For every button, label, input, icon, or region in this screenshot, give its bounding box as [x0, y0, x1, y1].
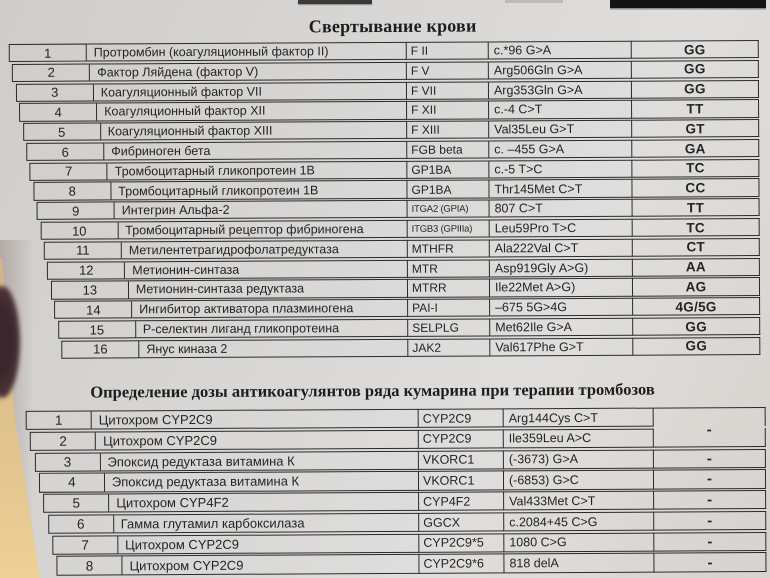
variant-notation-text: Thr145Met C>T	[494, 181, 583, 196]
table-row	[52, 532, 766, 555]
genotype-result	[633, 337, 760, 356]
factor-name-text: Цитохром CYP2C9	[98, 411, 213, 428]
gene-symbol-text: VKORC1	[422, 452, 475, 467]
genotype-result-text: AG	[685, 279, 707, 295]
variant-notation-text: c.-5 T>C	[494, 161, 543, 177]
row-number-text: 6	[61, 144, 69, 160]
variant-notation-text: c. –455 G>A	[494, 142, 565, 157]
gene-symbol	[407, 101, 489, 120]
variant-notation	[490, 298, 633, 317]
variant-notation	[489, 179, 632, 198]
table-row	[37, 198, 760, 220]
factor-name-text: Тромбоцитарный гликопротеин 1B	[118, 182, 319, 198]
genotype-result	[633, 238, 760, 257]
row-number	[39, 473, 105, 493]
factor-name	[109, 492, 419, 513]
factor-name-text: Гамма глутамил карбоксилаза	[120, 515, 305, 532]
row-number	[26, 411, 92, 431]
factor-name-text: Р-селектин лиганд гликопротеина	[142, 321, 340, 337]
row-number	[26, 142, 104, 161]
row-number-text: 7	[81, 537, 89, 553]
genotype-result-text: GG	[683, 41, 706, 58]
result-value	[654, 407, 766, 439]
gene-symbol	[407, 121, 489, 140]
row-number-text: 4	[68, 475, 76, 491]
factor-name-text: Метионин-синтаза	[132, 262, 240, 278]
row-number	[16, 83, 94, 102]
variant-notation	[504, 553, 654, 573]
gene-symbol	[419, 408, 504, 428]
variant-notation	[489, 100, 632, 119]
variant-notation	[489, 120, 632, 139]
factor-name-text: Фактор Ляйдена (фактор V)	[97, 64, 259, 80]
gene-symbol	[419, 450, 504, 470]
variant-notation-text: c.2084+45 C>G	[509, 514, 598, 529]
table-row	[58, 317, 760, 339]
gene-symbol-text: MTHFR	[411, 241, 454, 256]
factor-name	[122, 554, 419, 575]
factor-name-text: Метионин-синтаза редуктаза	[135, 281, 305, 297]
factor-name-text: Протромбин (коагуляционный фактор II)	[93, 44, 329, 60]
genotype-result-text: GG	[683, 61, 706, 77]
variant-notation-text: Ile22Met A>G)	[494, 280, 576, 295]
gene-symbol-text: JAK2	[412, 340, 442, 355]
variant-notation	[504, 532, 654, 552]
variant-notation-text: Met62Ile G>A	[495, 320, 573, 335]
variant-notation-text: Arg144Cys C>T	[508, 410, 598, 425]
genotype-result	[632, 159, 759, 178]
gene-symbol	[419, 429, 504, 449]
variant-notation	[504, 408, 654, 428]
variant-notation-text: Arg353Gln G>A	[493, 82, 583, 98]
gene-symbol-text: SELPLG	[412, 320, 459, 335]
genotype-result-text: CC	[685, 180, 706, 196]
factor-name-text: Янус киназа 2	[146, 341, 228, 357]
row-number	[54, 300, 132, 319]
genotype-result-text: CT	[686, 239, 706, 255]
gene-symbol	[419, 554, 504, 574]
row-number	[30, 431, 96, 451]
table-row	[19, 99, 759, 121]
factor-name-text: Цитохром CYP2C9	[129, 557, 244, 573]
row-number	[51, 281, 129, 300]
result-value	[654, 511, 766, 531]
gene-symbol	[419, 471, 504, 491]
row-number	[19, 103, 97, 122]
row-number-text: 15	[89, 322, 105, 338]
factor-name	[92, 409, 419, 430]
genotype-result-text: GA	[684, 140, 706, 156]
table-row	[56, 552, 766, 575]
gene-symbol-text: FGB beta	[411, 142, 463, 157]
factor-name	[96, 430, 419, 451]
table-row	[54, 297, 760, 319]
factor-name	[90, 62, 407, 82]
variant-notation	[504, 491, 654, 511]
gene-symbol-text: CYP2C9	[422, 411, 472, 426]
row-number-text: 14	[86, 302, 101, 318]
table-row	[44, 238, 760, 260]
variant-notation-text: Asp919Gly A>G)	[494, 260, 589, 276]
factor-name-text: Цитохром CYP4F2	[116, 495, 229, 511]
genotype-result	[632, 139, 759, 158]
variant-notation	[490, 258, 633, 277]
genotype-result	[632, 60, 759, 79]
variant-notation-text: Arg506Gln G>A	[493, 62, 583, 78]
gene-symbol	[408, 200, 490, 219]
genotype-result	[633, 317, 760, 336]
gene-symbol	[407, 140, 489, 159]
result-value	[654, 490, 766, 510]
factor-name	[136, 319, 408, 339]
row-number	[48, 514, 114, 534]
table-row	[61, 337, 760, 359]
variant-notation-text: c.*96 G>A	[493, 43, 552, 58]
section2-title: Определение дозы антикоагулянтов ряда кумарина при терапии тромбозов	[90, 379, 655, 402]
genotype-result-text: GG	[685, 318, 708, 334]
variant-notation-text: 1080 C>G	[509, 535, 567, 550]
table-row	[43, 490, 766, 513]
row-number	[33, 182, 111, 201]
factor-name	[100, 450, 418, 471]
gene-symbol-text: CYP2C9*5	[423, 535, 484, 551]
table-row	[12, 60, 759, 82]
variant-notation	[489, 80, 632, 99]
genotype-result-text: TC	[686, 160, 705, 176]
factor-name	[104, 141, 407, 161]
factor-name	[118, 534, 419, 555]
table-row	[40, 218, 759, 240]
row-number	[58, 320, 136, 339]
row-number	[40, 221, 118, 240]
factor-name	[105, 471, 419, 492]
gene-symbol-text: F XIII	[411, 122, 440, 138]
factor-name	[125, 259, 408, 279]
variant-notation	[489, 60, 632, 79]
gene-symbol-text: GP1BA	[411, 162, 452, 177]
table-row	[34, 449, 765, 472]
factor-name-text: Фибриноген бета	[111, 143, 211, 159]
variant-notation	[490, 219, 633, 238]
variant-notation	[490, 199, 633, 218]
gene-symbol	[407, 160, 489, 179]
genotype-result	[633, 198, 760, 217]
factor-name-text: Коагуляционный фактор VII	[100, 84, 263, 100]
row-number	[23, 123, 101, 142]
variant-notation	[489, 41, 632, 60]
variant-notation-text: Val433Met C>T	[509, 493, 596, 509]
factor-name	[94, 81, 407, 101]
factor-name	[122, 240, 408, 260]
factor-name	[111, 180, 407, 200]
factor-name-text: Метилентетрагидрофолатредуктаза	[128, 242, 339, 258]
row-number-text: 3	[51, 84, 59, 100]
variant-notation-text: Ala222Val C>T	[494, 240, 579, 256]
table-row	[9, 40, 759, 62]
factor-name	[139, 339, 408, 359]
section1-title: Свертывание крови	[308, 15, 477, 37]
factor-name-text: Коагуляционный фактор XIII	[107, 123, 273, 139]
row-number-text: 9	[72, 203, 80, 219]
row-number-text: 7	[65, 163, 73, 179]
genotype-result-text: GG	[684, 81, 706, 97]
row-number	[37, 202, 115, 221]
row-number	[61, 340, 139, 359]
table-row	[51, 277, 760, 299]
gene-symbol	[407, 81, 489, 100]
gene-symbol-text: F II	[410, 43, 429, 58]
gene-symbol-text: F XII	[411, 103, 437, 118]
genotype-result-text: TT	[686, 200, 705, 216]
factor-name-text: Цитохром CYP2C9	[103, 432, 217, 449]
variant-notation	[504, 428, 654, 448]
genotype-result-text: GG	[685, 338, 708, 354]
factor-name	[114, 513, 420, 534]
factor-name-text: Коагуляционный фактор XII	[104, 104, 266, 119]
gene-symbol-text: F VII	[410, 83, 437, 98]
variant-notation-text: (-6853) G>C	[508, 472, 579, 488]
genotype-result-text: AA	[685, 259, 706, 275]
coagulation-table	[9, 40, 761, 360]
result-value-text: -	[707, 533, 713, 551]
genotype-result	[633, 297, 760, 316]
variant-notation-text: –675 5G>4G	[495, 300, 568, 315]
variant-notation-text: Val617Phe G>T	[495, 339, 584, 355]
factor-name	[87, 42, 407, 62]
table-row	[30, 159, 760, 181]
factor-name-text: Тромбоцитарный рецептор фибриногена	[125, 222, 364, 238]
result-value	[654, 552, 766, 572]
gene-symbol	[419, 512, 504, 532]
factor-name	[101, 121, 407, 141]
genotype-result	[632, 179, 759, 198]
factor-name-text: Ингибитор активатора плазминогена	[139, 301, 354, 317]
variant-notation-text: (-3673) G>A	[508, 452, 579, 467]
gene-symbol	[407, 41, 489, 60]
variant-notation	[489, 159, 632, 178]
table-row	[47, 258, 760, 280]
row-number	[56, 556, 122, 576]
variant-notation	[490, 337, 633, 356]
row-number-text: 4	[54, 104, 62, 120]
table-row	[26, 139, 759, 161]
variant-notation	[504, 449, 654, 469]
gene-symbol-text: MTR	[411, 261, 438, 276]
row-number-text: 10	[72, 223, 87, 239]
result-value	[654, 469, 766, 489]
gene-symbol	[408, 279, 490, 298]
gene-symbol	[408, 338, 490, 357]
gene-symbol-text: ITGA2 (GPIA)	[411, 203, 469, 215]
row-number-text: 2	[47, 65, 55, 81]
result-value-text: -	[706, 421, 712, 439]
factor-name	[115, 200, 408, 220]
row-number	[44, 241, 122, 260]
genotype-result	[633, 258, 760, 277]
row-number-text: 2	[59, 433, 67, 449]
gene-symbol-text: F V	[410, 63, 430, 78]
row-number-text: 11	[76, 242, 90, 259]
result-value-text: -	[707, 512, 713, 530]
row-number-text: 13	[82, 282, 98, 298]
row-number-text: 6	[76, 516, 85, 532]
gene-symbol	[407, 180, 489, 199]
row-number	[43, 494, 109, 514]
result-value-text: -	[706, 449, 712, 467]
row-number	[47, 261, 125, 280]
result-value	[654, 449, 766, 469]
table-row	[39, 469, 766, 492]
result-value-text: -	[706, 470, 713, 488]
gene-symbol	[408, 219, 490, 238]
gene-symbol-text: ITGB3 (GPIIIa)	[411, 223, 473, 235]
table-row	[48, 511, 767, 534]
gene-symbol-text: VKORC1	[422, 473, 475, 488]
gene-symbol-text: GGCX	[423, 515, 461, 530]
factor-name	[118, 220, 407, 240]
row-number	[9, 44, 87, 63]
variant-notation-text: Leu59Pro T>C	[494, 221, 577, 236]
factor-name-text: Цитохром CYP2C9	[125, 536, 240, 553]
row-number	[12, 63, 90, 82]
genotype-result-text: TC	[686, 219, 706, 236]
gene-symbol-text: CYP2C9*6	[423, 556, 484, 571]
row-number	[30, 162, 108, 181]
gene-symbol-text: PAI-I	[412, 300, 438, 316]
variant-notation	[490, 239, 633, 258]
row-number-text: 5	[58, 124, 66, 140]
factor-name-text: Интегрин Альфа-2	[121, 203, 230, 218]
gene-symbol-text: MTRR	[411, 281, 447, 296]
gene-symbol	[419, 492, 504, 512]
variant-notation-text: Ile359Leu A>C	[508, 431, 592, 446]
row-number-text: 8	[85, 558, 94, 574]
row-number-text: 1	[54, 412, 63, 428]
row-number-text: 3	[63, 454, 72, 470]
table-row	[23, 119, 759, 141]
factor-name	[132, 299, 408, 319]
genotype-result	[632, 40, 759, 59]
gene-symbol-text: CYP2C9	[422, 431, 472, 447]
factor-name	[97, 101, 407, 121]
row-number-text: 8	[68, 183, 76, 199]
variant-notation-text: Val35Leu G>T	[494, 122, 575, 137]
table-row	[16, 80, 759, 102]
genotype-result	[633, 277, 760, 296]
gene-symbol-text: CYP4F2	[423, 494, 471, 509]
row-number-text: 12	[79, 262, 94, 278]
row-number-text: 1	[44, 45, 52, 61]
gene-symbol	[408, 259, 490, 278]
factor-name-text: Тромбоцитарный гликопротеин 1B	[114, 163, 315, 179]
gene-symbol	[419, 533, 504, 553]
genotype-result-text: TT	[686, 101, 704, 117]
factor-name	[108, 161, 408, 181]
genotype-result-text: GT	[685, 121, 705, 137]
genotype-result	[632, 80, 759, 99]
factor-name	[129, 279, 408, 299]
genotype-result-text: 4G/5G	[675, 299, 717, 315]
gene-symbol	[408, 318, 490, 337]
gene-symbol	[407, 61, 489, 80]
gene-symbol	[408, 239, 490, 258]
row-number-text: 16	[93, 341, 108, 357]
factor-name-text: Эпоксид редуктаза витамина К	[111, 473, 300, 490]
genotype-result	[632, 99, 759, 118]
variant-notation	[504, 511, 654, 531]
variant-notation	[504, 470, 654, 490]
row-number	[34, 452, 100, 472]
variant-notation	[489, 140, 632, 159]
anticoagulant-dose-table	[26, 407, 767, 577]
table-row	[33, 179, 759, 201]
variant-notation	[490, 278, 633, 297]
variant-notation-text: c.-4 C>T	[494, 102, 543, 117]
genotype-result	[632, 119, 759, 138]
factor-name-text: Эпоксид редуктаза витамина К	[107, 453, 295, 470]
genotype-result	[633, 218, 760, 237]
gene-symbol-text: GP1BA	[411, 182, 452, 197]
result-value-text: -	[707, 491, 713, 509]
row-number	[52, 535, 118, 555]
gene-symbol	[408, 299, 490, 318]
variant-notation-text: 807 C>T	[494, 201, 543, 216]
variant-notation	[490, 318, 633, 337]
result-value	[654, 532, 766, 552]
result-value-text: -	[707, 553, 713, 571]
variant-notation-text: 818 delA	[509, 556, 559, 571]
row-number-text: 5	[72, 495, 81, 511]
